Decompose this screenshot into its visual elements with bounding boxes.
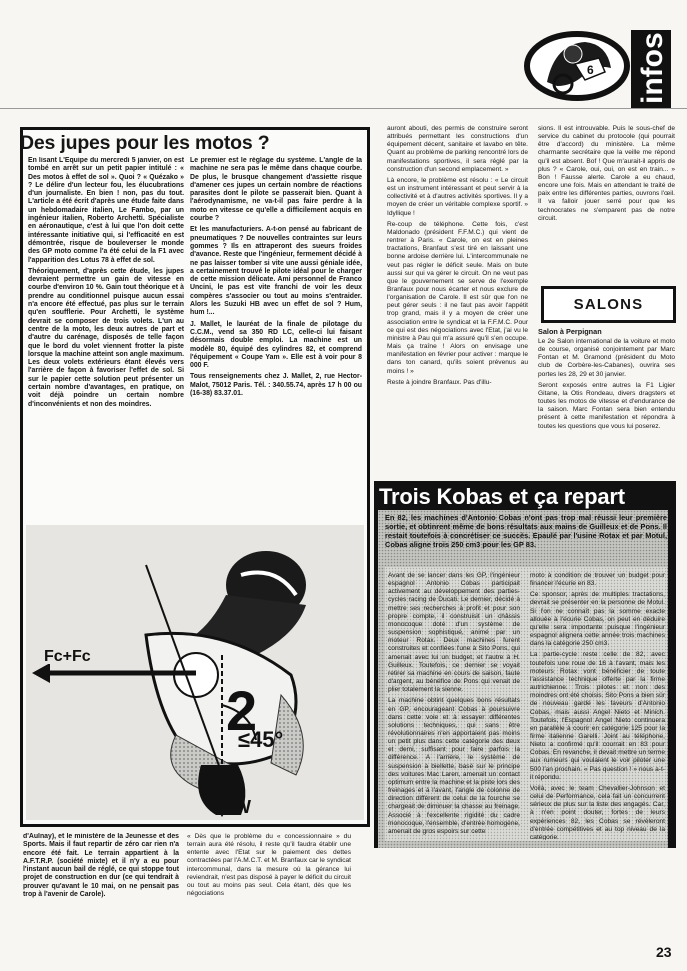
kobas-column-2 [530,572,665,840]
kobas-paragraph: Voilà, avec le team Chevallier-Johnson et celui de Performance, cela fait un concurrent sérieux de plus sur la liste des engagés. Car, à n'en point douter, fortes de leurs expériences 82, les Cobas se révèleront d'entrée compétitives et au top niveau de la catégorie. [530,784,665,840]
classified-ad: J. Mallet, le lauréat de la finale de pilotage du C.C.M., vend sa 350 RD LC, celle-ci lui faisant désormais double emploi. La machine est un modèle 80, équipé des cylindres 82, et comprend l'équipement « Coupe Yam ». Elle est à voir pour 8 000 F. [190,320,362,370]
kobas-column-1 [388,572,520,840]
carole-column [387,125,528,505]
jupes-column-2 [190,157,362,515]
carole-paragraph: Là encore, le problème est résolu : « Le circuit est un instrument intéressant et peut servir à la collectivité et à d'autres activités sportives. Il y a moyen de créer un véritable complexe sportif. » Idyllique ! [387,176,528,217]
kobas-paragraph: La partie-cycle reste celle de 82, avec toutefois une roue de 16 à l'avant, mais les moteurs Rotax vont bénéficier de toute l'assistance technique offerte par la firme autrichienne. Trois pilotes et non des moindres ont été choisis. Sito Pons a bien sûr de nouveau gardé les faveurs d'Antonio Cobas, mais aussi Angel Nieto et Minich. Toutefois, l'Espagnol Angel Nieto continuera en parallèle à courir en catégorie 125 pour la firme italienne Garelli. Joint au téléphone, Nieto a confirmé qu'il courrait en 83 pour Cobas. En revanche, il devait mettre un terme aux rumeurs qui voulaient le voir piloter une 500 l'an prochain. « Pas question ! » nous a-t-il répondu. [530,651,665,781]
kobas-lead-text: En 82, les machines d'Antonio Cobas n'ont pas trop mal réussi leur première sortie, et obtinrent même de bons résultats aux mains de Guilleux et de Pons. Il restait toutefois à concrétiser ce succès. Epaulé par l'usine Rotax et par Motul, Cobas aligne trois 250 cm3 pour les GP 83. [385,513,667,549]
perpignan-body [538,338,675,473]
jupes-column-1 [28,157,184,515]
weight-label: W [234,797,251,817]
perpignan-paragraph: Le 2e Salon international de la voiture et moto de course, organisé conjointement par Marc Fontan et M. Gramond (président du Moto club de Corbère-les-Cabanes), ouvrira ses portes les 28, 29 et 30 janvier. [538,338,675,378]
carole-paragraph: Re-coup de téléphone. Cette fois, c'est Maldonado (président F.F.M.C.) qui vient de rentrer à Paris. « Carole, on est en pleines tractations, Branfaut s'est tiré en laissant une bonne ardoise derrière lui. L'intercommunale ne veut pas régler le déficit seule. Mais on bute aussi sur qui va gérer le circuit. On ne veut pas que le gouvernement se serve de l'exemple Branfaux pour nous écarter et nous exclure de l'organisation de Carole. Il est sûr que l'on ne peut gérer seuls : il ne faut pas avoir l'appétit trop grand, mais il y a moyen de créer une association entre le syndicat et la F.F.M.C. Pour ce qui est des négociations avec l'Etat, j'ai vu le ministre à Pau qui m'a assuré qu'il s'en occupe. Mais ça traîne ! Alors on envisage une manifestation en février pour activer : marque le dans ton canard, qu'ils soient prévenus au moins ! » [387,220,528,375]
force-label: Fc+Fc [44,648,91,665]
kobas-paragraph: moto à condition de trouver un budget pour financer l'écurie en 83. [530,572,665,588]
carole-bottom-column-2 [187,833,351,953]
logo-text: infos [636,32,669,104]
perpignan-heading: Salon à Perpignan [538,327,602,336]
kobas-paragraph: Ce sponsor, après de multiples tractations, devrait se présenter en la personne de Motul. Si l'on ne connaît pas la somme exacte allouée à l'écurie Cobas, on peut en déduire qu'elle sera importante puisque l'ingénieur espagnol alignera cette année trois machines dans la catégorie 250 cm3. [530,591,665,648]
carole-paragraph: sions. Il est introuvable. Puis le sous-chef de service du cabinet du protocole (qui pourrait être d'accord) du ministère. La même charmante secrétaire que la veille me répond qu'il est absent. Bof ! Que m'aurait-il appris de plus ? « Carole, oui, oui, on est en train... » Bon ! Fausse alerte. Carole a eu chaud, encore une fois. Mais en attendant le traité de paix entre les différentes parties, ouvrons l'œil. Il va falloir jouer serré pour que les technocrates ne s'emparent pas de notre circuit. [538,125,675,222]
kobas-paragraph: La machine obtint quelques bons résultats en GP, encourageant Cobas à poursuivre dans cette voie et à essayer différentes solutions techniques, qui sans être révolutionnaires n'en apportaient pas moins un petit plus dans cette catégorie des deux et demi, suffisant pour faire parfois la différence. A l'arrière, le système de suspension à biellette, basé sur le principe des voitures Mac Laren, amenait un contact optimum entre la machine et la piste lors des freinages et à l'avant, l'angle de colonne de direction différent de celui de la fourche se chargeait de diminuer la chasse au freinage. Associé à l'excellente rigidité du cadre monocoque, l'ensemble, d'entrée homogène, amenait de gros espoirs sur cette [388,697,520,835]
carole-paragraph: d'Aulnay), et le ministère de la Jeunesse et des Sports. Mais il faut repartir de zéro car rien n'a encore été fait. Le terrain appartient à la A.F.T.R.P. (société mixte) et il n'y a eu pour l'instant aucun bail de réglé, ce qui stoppe tout projet de construction en dur (ce qui tendrait à prouver qu'avant le 10 mai, on ne pensait pas trop à l'avenir de Carole). [23,833,179,899]
bike-number: 2 [226,679,258,742]
angle-label: ≤45° [238,727,284,752]
kobas-intro [385,513,667,573]
ground-effect-diagram [26,525,364,820]
kobas-title: Trois Kobas et ça repart [379,484,625,509]
carole-right-column [538,125,675,275]
jupes-paragraph: En lisant L'Equipe du mercredi 5 janvier, on est tombé en arrêt sur un petit papier intitulé : « Des motos à effet de sol ». Quoi ? « Quézako » ? Le délire d'un lecteur fou, les élucubrations d'un journaliste. En bien ! non, pas du tout. L'article a été écrit d'après une étude faite dans un hebdomadaire italien, Le Fambo, par un ingénieur italien, Roberto Archetti. Spécialiste en aéronautique, c'est à lui que l'on doit cette intéressante initiative qui, si l'efficacité en est démontrée, risque de bouleverser le monde des GP moto comme l'a été celui de la F1 avec l'apparition des Lotus 78 à effet de sol. [28,157,184,264]
jupes-paragraph: Théoriquement, d'après cette étude, les jupes devraient permettre un gain de vitesse en courbe d'environ 10 %. Gain tout théorique et à prendre au conditionnel puisque aucun essai n'a encore été effectué, pas plus sur le terrain qu'en soufflerie. Pour Archetti, le système devrait se composer de trois volets. L'un au centre de la moto, les deux autres de part et d'autre du carénage, disposés de telle façon que le bord du volet viennent frotter la piste lorsque la machine atteint son angle maximum. Les deux volets extérieurs étant élevés vers l'arrière de façon à favoriser l'effet de sol. Si sur le papier cette solution peut présenter un certain nombre d'avantages, en pratique, on voit déjà poindre un certain nombre d'inconvénients et non des moindres. [28,267,184,408]
jupes-paragraph: Le premier est le réglage du système. L'angle de la machine ne sera pas le même dans chaque courbe. De plus, le brusque changement d'assiette risque d'amener ces jupes un certain nombre de réactions parasites dont le pilote se passerait bien. Quant à l'aérodynamisme, ne va-t-il pas faire perdre à la moto en vitesse ce qu'elle a difficilement acquis en courbe ? [190,157,362,223]
carole-paragraph: Reste à joindre Branfaux. Pas d'illu- [387,378,492,386]
carole-bottom-column-1 [23,833,179,953]
jupes-paragraph: Et les manufacturiers. A-t-on pensé au fabricant de pneumatiques ? De nouvelles contraintes sur leurs gommes ? Ils en attraperont des sueurs froides d'avance. Reste que l'ingénieur, fermement décidé à ne pas laisser tomber si vite une aussi géniale idée, a certainement trouvé le pilote idéal pour le charger de cette mission délicate. Ami personnel de Franco Uncini, le pas est vite franchi de voir les deux compères s'associer ou tout au moins s'entraider. Alors les Suzuki HB avec un effet de sol ? Hum, hum !... [190,226,362,317]
header-rule [0,108,687,109]
svg-text:6: 6 [587,63,594,77]
kobas-paragraph: Avant de se lancer dans les GP, l'ingénieur espagnol Antonio Cobas participait activement au développement des parties-cycles racing de Ducati. Le dernier, décidé à mettre ses recherches à profit et pour son propre compte, il construisit un châssis monocoque doté d'un système de suspension sophistiqué, animé par un moteur Rotax. Deux machines furent construites et confiées l'une à Sito Pons, qui amenait avec lui un budget, et l'autre à H. Guilleux. Toutefois, ce dernier se voyait retirer sa machine en cours de saison, faute d'argent, au bénéfice de Pons qui venait de plier totalement la sienne. [388,572,520,694]
classified-contact: Tous renseignements chez J. Mallet, 2, rue Hector-Malot, 75012 Paris. Tél. : 340.55.74, après 17 h 00 ou (16-38) 83.37.01. [190,373,362,398]
page-number: 23 [656,944,672,960]
perpignan-paragraph: Seront exposés entre autres la F1 Ligier Gitane, la Otis Rondeau, divers dragsters et toutes les motos de vitesse et d'endurance de la saison. Marc Fontan sera bien entendu présent à cette manifestation et répondra à toutes les questions que vous lui poserez. [538,381,675,430]
carole-paragraph: auront abouti, des permis de construire seront attribués permettant les constructions d'un équipement décent, sanitaire et lavabo en tête. Quant au problème de parking rencontré lors de manifestations sportives, il sera réglé par la construction d'un second emplacement. » [387,125,528,173]
salons-title: SALONS [573,296,644,313]
infos-logo [515,24,677,112]
salons-box [541,286,676,323]
carole-paragraph: « Dès que le problème du « concessionnaire » du terrain aura été résolu, il reste qu'il faudra établir une entente avec l'Etat sur le paiement des dettes contractées par l'A.M.C.T. et M. Branfaux car le syndicat intercommunal, dans la mesure où la gérance lui reviendrait, n'est pas disposé à payer le déficit du circuit ou tout au moins pas seul. Cela étant, dès que les négociations [187,833,351,898]
jupes-title: Des jupes pour les motos ? [20,132,270,154]
